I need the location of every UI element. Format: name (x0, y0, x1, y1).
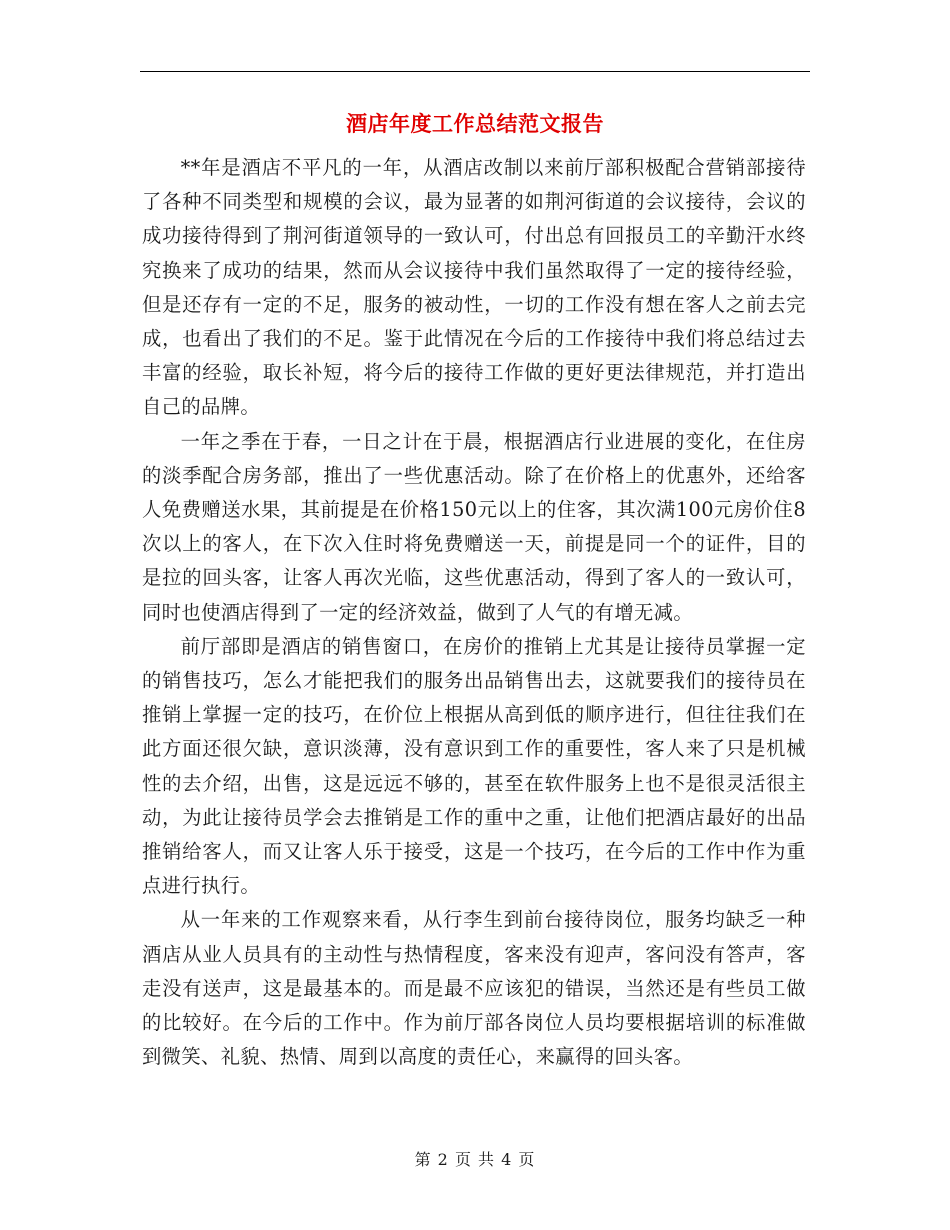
header-rule (140, 71, 810, 72)
paragraph-3: 前厅部即是酒店的销售窗口，在房价的推销上尤其是让接待员掌握一定的销售技巧，怎么才能把我们的服务出品销售出去，这就要我们的接待员在推销上掌握一定的技巧，在价位上根据从高到低的顺序进行，但往往我们在此方面还很欠缺，意识淡薄，没有意识到工作的重要性，客人来了只是机械性的去介绍，出售，这是远远不够的，甚至在软件服务上也不是很灵活很主动，为此让接待员学会去推销是工作的重中之重，让他们把酒店最好的出品推销给客人，而又让客人乐于接受，这是一个技巧，在今后的工作中作为重点进行执行。 (142, 634, 806, 898)
paragraph-2: 一年之季在于春，一日之计在于晨，根据酒店行业进展的变化，在住房的淡季配合房务部，推出了一些优惠活动。除了在价格上的优惠外，还给客人免费赠送水果，其前提是在价格150元以上的住客，其次满100元房价住8次以上的客人，在下次入住时将免费赠送一天，前提是同一个的证件，目的是拉的回头客，让客人再次光临，这些优惠活动，得到了客人的一致认可，同时也使酒店得到了一定的经济效益，做到了人气的有增无减。 (142, 429, 806, 624)
paragraph-4: 从一年来的工作观察来看，从行李生到前台接待岗位，服务均缺乏一种酒店从业人员具有的主动性与热情程度，客来没有迎声，客问没有答声，客走没有送声，这是最基本的。而是最不应该犯的错误，当然还是有些员工做的比较好。在今后的工作中。作为前厅部各岗位人员均要根据培训的标准做到微笑、礼貌、热情、周到以高度的责任心，来赢得的回头客。 (142, 908, 806, 1069)
document-title: 酒店年度工作总结范文报告 (346, 111, 604, 136)
paragraph-1: **年是酒店不平凡的一年，从酒店改制以来前厅部积极配合营销部接待了各种不同类型和规模的会议，最为显著的如荆河街道的会议接待，会议的成功接待得到了荆河街道领导的一致认可，付出总有回报员工的辛勤汗水终究换来了成功的结果，然而从会议接待中我们虽然取得了一定的接待经验，但是还存有一定的不足，服务的被动性，一切的工作没有想在客人之前去完成，也看出了我们的不足。鉴于此情况在今后的工作接待中我们将总结过去丰富的经验，取长补短，将今后的接待工作做的更好更法律规范，并打造出自己的品牌。 (142, 156, 806, 419)
document-body (142, 151, 806, 1074)
page-number: 第 2 页 共 4 页 (414, 1150, 536, 1169)
